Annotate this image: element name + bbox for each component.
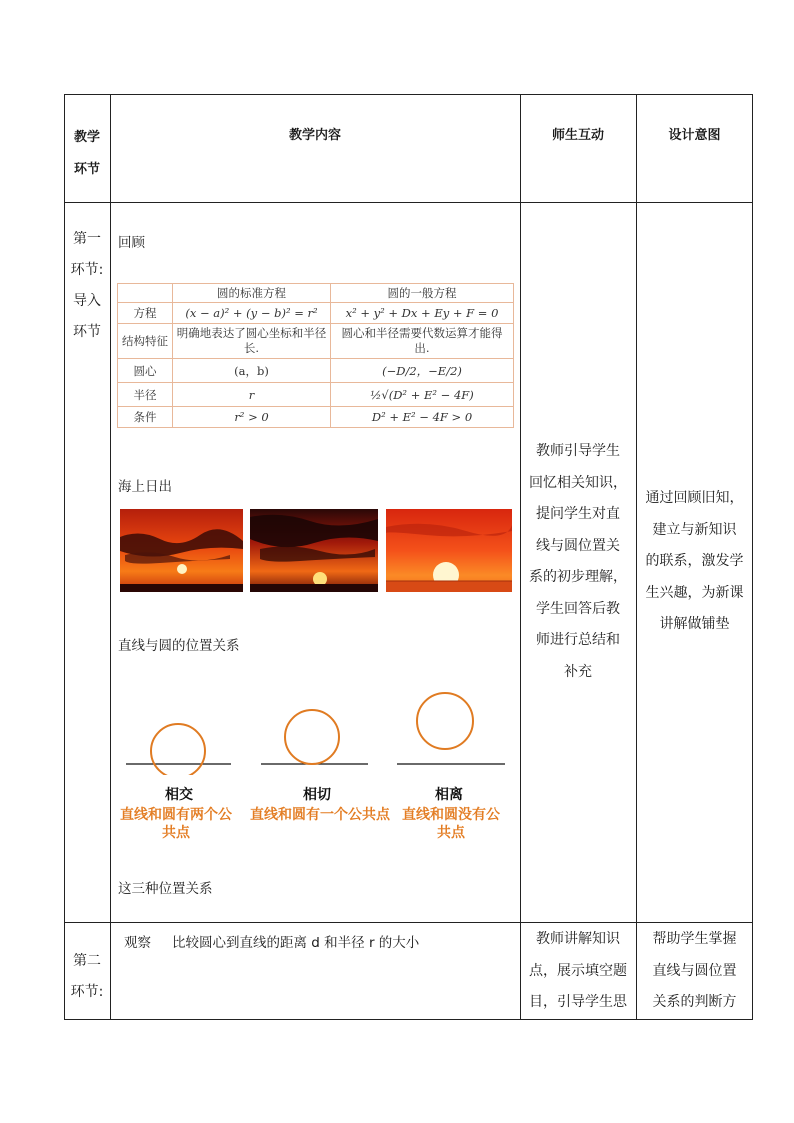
header-content: 教学内容 <box>288 128 341 143</box>
review-general-cell: x² + y² + Dx + Ey + F = 0 <box>331 303 514 324</box>
stage1-name-line: 环节 <box>73 324 101 340</box>
review-table <box>117 283 514 428</box>
review-standard-cell: (x − a)² + (y − b)² = r² <box>173 303 331 324</box>
relation-title-intersect: 相交 <box>165 787 193 803</box>
position-relations-diagram <box>118 685 513 775</box>
review-row-label: 方程 <box>118 303 173 324</box>
three-relations-text: 这三种位置关系 <box>118 881 213 897</box>
review-standard-cell: r² > 0 <box>173 407 331 428</box>
review-row-label: 条件 <box>118 407 173 428</box>
sunrise-photo <box>120 509 243 592</box>
separate-circle <box>417 693 473 749</box>
review-standard-cell: r <box>173 383 331 407</box>
stage1-name-line: 导入 <box>73 293 101 309</box>
stage2-interaction <box>521 924 635 1019</box>
row-divider <box>65 202 752 203</box>
review-general-cell: D² + E² − 4F > 0 <box>331 407 514 428</box>
intent-line: 帮助学生掌握 <box>652 931 737 947</box>
intent-line: 讲解做铺垫 <box>659 616 730 632</box>
review-general-cell: (−D/2，−E/2) <box>331 359 514 383</box>
interaction-line: 教师引导学生 <box>536 443 620 459</box>
review-general-cell: 圆心和半径需要代数运算才能得出. <box>331 324 514 359</box>
review-standard-cell: 明确地表达了圆心坐标和半径长. <box>173 324 331 359</box>
stage1-intent <box>637 483 752 641</box>
relation-title-separate: 相离 <box>435 787 463 803</box>
observe-text: 比较圆心到直线的距离 d 和半径 r 的大小 <box>172 935 420 951</box>
review-header-cell: 圆的一般方程 <box>331 284 514 303</box>
intent-line: 建立与新知识 <box>652 521 737 538</box>
column-divider <box>110 95 111 1019</box>
intent-line: 生兴趣，为新课 <box>645 584 744 601</box>
interaction-line: 线与圆位置关 <box>536 537 620 554</box>
interaction-line: 提问学生对直 <box>536 506 620 522</box>
review-label: 回顾 <box>118 235 145 251</box>
relation-desc-separate: 直线和圆没有公共点 <box>402 807 500 841</box>
review-table-header <box>118 284 514 303</box>
review-row <box>118 303 514 324</box>
intersect-circle <box>151 724 205 775</box>
review-general-cell: ½√(D² + E² − 4F) <box>331 383 514 407</box>
sunrise-photo <box>386 509 512 592</box>
row-divider <box>65 922 752 923</box>
observe-label: 观察 <box>124 935 151 951</box>
header-interaction: 师生互动 <box>551 128 604 143</box>
interaction-line: 点，展示填空题 <box>529 962 627 979</box>
review-row-label: 半径 <box>118 383 173 407</box>
header-intent: 设计意图 <box>668 128 721 143</box>
stage2-intent <box>637 924 752 1019</box>
intent-line: 通过回顾旧知， <box>645 490 744 506</box>
header-stage-text: 教学环节 <box>73 130 100 177</box>
interaction-line: 回忆相关知识， <box>529 474 627 491</box>
header-stage <box>66 122 108 186</box>
sunrise-label: 海上日出 <box>118 479 172 495</box>
interaction-line: 补充 <box>564 663 592 680</box>
tangent-circle <box>285 710 339 764</box>
stage2-name <box>65 946 109 1008</box>
sunrise-photo <box>250 509 378 592</box>
relation-desc-tangent: 直线和圆有一个公共点 <box>250 807 390 823</box>
stage1-name-line: 第一 <box>73 231 101 247</box>
relation-title-tangent: 相切 <box>303 787 331 803</box>
relation-desc-intersect: 直线和圆有两个公共点 <box>120 807 232 841</box>
review-row <box>118 359 514 383</box>
relation-label: 直线与圆的位置关系 <box>118 638 240 654</box>
stage2-name-line: 环节: <box>70 984 104 1000</box>
interaction-line: 教师讲解知识 <box>536 931 620 947</box>
stage1-interaction <box>521 436 635 688</box>
review-row <box>118 324 514 359</box>
interaction-line: 目，引导学生思 <box>529 994 627 1010</box>
review-row <box>118 407 514 428</box>
stage1-name-line: 环节: <box>70 262 104 278</box>
stage2-name-line: 第二 <box>73 953 101 969</box>
interaction-line: 师进行总结和 <box>536 632 620 648</box>
review-row-label: 结构特征 <box>118 324 173 359</box>
review-header-cell <box>118 284 173 303</box>
interaction-line: 学生回答后教 <box>536 600 620 617</box>
intent-line: 直线与圆位置 <box>652 962 737 979</box>
review-standard-cell: (a，b) <box>173 359 331 383</box>
review-header-cell: 圆的标准方程 <box>173 284 331 303</box>
interaction-line: 系的初步理解， <box>529 569 627 585</box>
review-row <box>118 383 514 407</box>
review-row-label: 圆心 <box>118 359 173 383</box>
stage1-name <box>65 224 109 348</box>
intent-line: 关系的判断方 <box>652 994 737 1010</box>
intent-line: 的联系，激发学 <box>645 553 744 569</box>
